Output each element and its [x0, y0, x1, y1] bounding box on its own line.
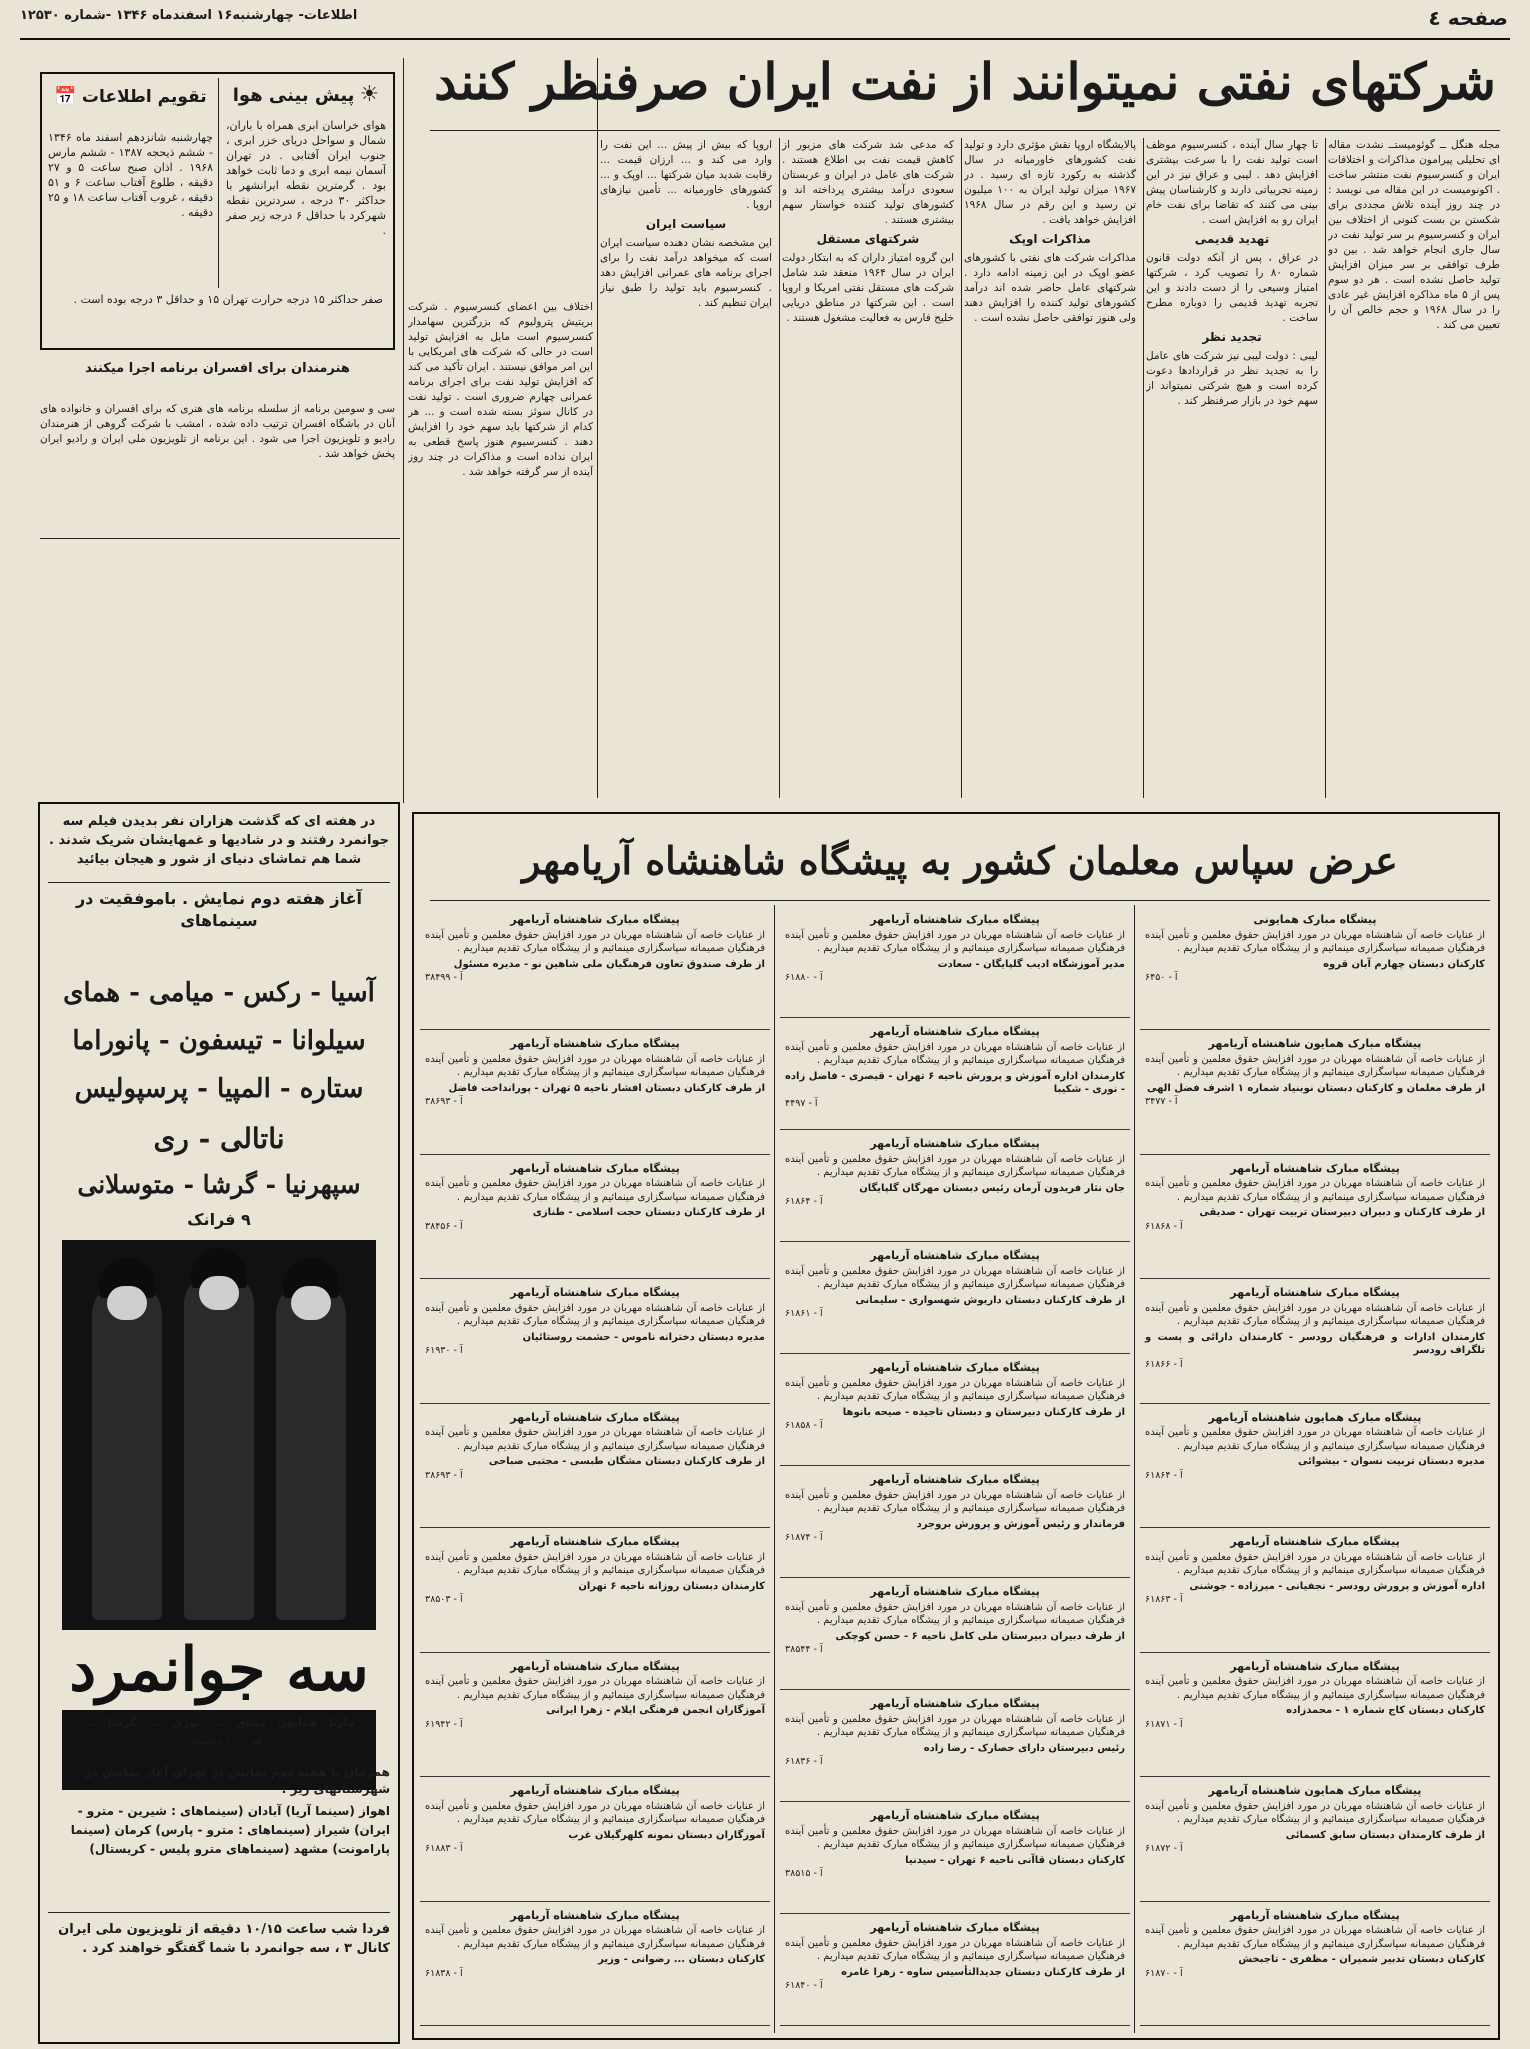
notice-code: آ - ۶۱۹۳۰ — [425, 1345, 463, 1357]
figure-right — [276, 1280, 346, 1620]
notice-body: از عنایات خاصه آن شاهنشاه مهربان در مورد افزایش حقوق معلمین و تأمین آینده فرهنگیان صمیمانه سپاسگزاری مینمائیم و از پیشگاه مبارک تقدیم میداریم . — [425, 1551, 765, 1577]
thanks-title: عرض سپاس معلمان کشور به پیشگاه شاهنشاه آریامهر — [522, 838, 1398, 883]
notice-heading: پیشگاه مبارک شاهنشاه آریامهر — [510, 1659, 680, 1673]
notice-code: آ - ۶۱۸۳۸ — [425, 1967, 463, 1979]
notice-heading: پیشگاه مبارک شاهنشاه آریامهر — [1230, 1535, 1400, 1549]
figure-center — [184, 1270, 254, 1620]
film-title: سه جوانمرد — [62, 1630, 376, 1710]
thanks-notice — [780, 1358, 1130, 1466]
notice-body: از عنایات خاصه آن شاهنشاه مهربان در مورد افزایش حقوق معلمین و تأمین آینده فرهنگیان صمیمانه سپاسگزاری مینمائیم و از پیشگاه مبارک تقدیم میداریم . — [425, 1053, 765, 1079]
thanks-notice — [420, 1159, 770, 1279]
notice-sender: کارکنان دبستان کاج شماره ۱ - محمدزاده — [1286, 1705, 1485, 1717]
calendar-text: چهارشنبه شانزدهم اسفند ماه ۱۳۴۶ - ششم ذیحجه ۱۳۸۷ - ششم مارس ۱۹۶۸ . اذان صبح ساعت ۵ و ۲۷ دقیقه ، طلوع آفتاب ساعت ۶ و ۵۱ دقیقه ، غروب آفتاب ساعت ۱۸ و ۲۵ دقیقه . — [48, 131, 213, 219]
notice-heading: پیشگاه مبارک شاهنشاه آریامهر — [510, 1784, 680, 1798]
article-text: در عراق ، پس از آنکه دولت قانون شماره ۸۰ را تصویب کرد ، شرکتها امتیاز وسیعی را از دست دادند و این تجربه تهدید قدیمی را دوباره مطرح ساخت . — [1146, 252, 1318, 324]
notice-code: آ - ۶۴۵۰ — [1145, 972, 1178, 983]
article-text: که مدعی شد شرکت های مزبور از کاهش قیمت نفت بی اطلاع هستند . شرکت های عامل در ایران و عربستان سعودی درآمد بیشتری پرداخته اند و کشورهای تولید کننده خواستار سهم بیشتری هستند . — [782, 139, 954, 226]
notice-heading: پیشگاه مبارک شاهنشاه آریامهر — [510, 1410, 680, 1424]
subheading: شرکتهای مستقل — [816, 232, 920, 246]
notice-body: از عنایات خاصه آن شاهنشاه مهربان در مورد افزایش حقوق معلمین و تأمین آینده فرهنگیان صمیمانه سپاسگزاری مینمائیم و از پیشگاه مبارک تقدیم میداریم . — [1145, 1551, 1485, 1577]
temperature-text: صفر حداکثر ۱۵ درجه حرارت تهران ۱۵ و حداقل ۳ درجه بوده است . — [73, 293, 383, 306]
notice-body: از عنایات خاصه آن شاهنشاه مهربان در مورد افزایش حقوق معلمین و تأمین آینده فرهنگیان صمیمانه سپاسگزاری مینمائیم و از پیشگاه مبارک تقدیم میداریم . — [785, 1713, 1125, 1738]
thanks-notice — [420, 910, 770, 1030]
article-column-6 — [408, 300, 593, 798]
thanks-column-rule — [1134, 905, 1135, 2033]
thanks-notice — [420, 1657, 770, 1777]
thanks-notice — [1140, 1906, 1490, 2026]
notice-heading: پیشگاه مبارک همایون شاهنشاه آریامهر — [1208, 1037, 1422, 1051]
calendar-title — [48, 86, 213, 107]
notice-heading: پیشگاه مبارک شاهنشاه آریامهر — [870, 1361, 1040, 1374]
ad-cinemas-line-2: سیلوانا - تیسفون - پانوراما — [72, 1026, 366, 1056]
notice-sender: از طرف کارکنان دبستان مشگان طبسی - مجتبی صباحی — [488, 1456, 765, 1468]
weather-text: هوای خراسان ابری همراه با باران، شمال و سواحل دریای خزر ابری ، جنوب ایران آفتابی . در تهران آسمان نیمه ابری و دما ثابت خواهد بود . گرمترین نقطه ایرانشهر با حداکثر ۳۰ درجه ، سردترین نقطه شهرکرد با حداقل ۶ درجه زیر صفر . — [226, 119, 386, 237]
notice-body: از عنایات خاصه آن شاهنشاه مهربان در مورد افزایش حقوق معلمین و تأمین آینده فرهنگیان صمیمانه سپاسگزاری مینمائیم و از پیشگاه مبارک تقدیم میداریم . — [1145, 1925, 1485, 1950]
notice-body: از عنایات خاصه آن شاهنشاه مهربان در مورد افزایش حقوق معلمین و تأمین آینده فرهنگیان صمیمانه سپاسگزاری مینمائیم و از پیشگاه مبارک تقدیم میداریم . — [1145, 1427, 1485, 1452]
article-column-2 — [1146, 138, 1318, 798]
notice-sender: از طرف صندوق تعاون فرهنگیان ملی شاهین نو - مدیره مسئول — [453, 958, 765, 970]
notice-body: از عنایات خاصه آن شاهنشاه مهربان در مورد افزایش حقوق معلمین و تأمین آینده فرهنگیان صمیمانه سپاسگزاری مینمائیم و از پیشگاه مبارک تقدیم میداریم . — [1145, 929, 1485, 954]
subheading: تهدید قدیمی — [1194, 232, 1270, 246]
notice-sender: از طرف کارمندان دبستان سابق کسمائی — [1285, 1829, 1485, 1841]
notice-heading: پیشگاه مبارک شاهنشاه آریامهر — [870, 1137, 1040, 1150]
notice-body: از عنایات خاصه آن شاهنشاه مهربان در مورد افزایش حقوق معلمین و تأمین آینده فرهنگیان صمیمانه سپاسگزاری مینمائیم و از پیشگاه مبارک تقدیم میداریم . — [785, 1937, 1125, 1962]
notice-heading: پیشگاه مبارک شاهنشاه آریامهر — [870, 1473, 1040, 1486]
article-text: اختلاف بین اعضای کنسرسیوم . شرکت بریتیش پترولیوم که بزرگترین سهامدار کنسرسیوم است مایل به افزایش تولید است در حالی که شرکت های امریکایی با این امر موافق نیستند . ایران تأکید می کند که افزایش تولید نفت برای اجرای برنامه عمرانی چهارم ضروری است . تولید نفت در کانال سوئز بسته شده است و ... هر کدام از شرکتها باید سهم خود را افزایش دهند . کنسرسیوم هنوز پاسخ قطعی به ایران نداده است و مذاکرات در چند روز آینده از سر گرفته خواهد شد . — [408, 301, 593, 478]
thanks-notice — [780, 1806, 1130, 1914]
headline-rule — [430, 130, 1500, 131]
notice-body: از عنایات خاصه آن شاهنشاه مهربان در مورد افزایش حقوق معلمین و تأمین آینده فرهنگیان صمیمانه سپاسگزاری مینمائیم و از پیشگاه مبارک تقدیم میداریم . — [425, 929, 765, 954]
notice-code: آ - ۳۸۵۱۵ — [785, 1868, 823, 1879]
notice-body: از عنایات خاصه آن شاهنشاه مهربان در مورد افزایش حقوق معلمین و تأمین آینده فرهنگیان صمیمانه سپاسگزاری مینمائیم و از پیشگاه مبارک تقدیم میداریم . — [425, 1178, 765, 1203]
notice-sender: جان نثار فریدون آرمان رئیس دبستان مهرگان گلپایگان — [859, 1182, 1125, 1194]
film-cast: مارتا . همایون . میثاق . ... . نوری . ... . گرشا . ... — [83, 1716, 355, 1729]
thanks-notice — [780, 1694, 1130, 1802]
thanks-notice — [780, 1134, 1130, 1242]
weather-divider — [218, 78, 219, 288]
ad-cities: اهواز (سینما آریا) آبادان (سینماهای : شیرین - مترو - ایران) شیراز (سینماهای : مترو - پارس) کرمان (سینما پارامونت) مشهد (سینماهای مترو پلیس - کریستال) — [70, 1804, 390, 1856]
ad-cinemas-line-5: سپهرنیا - گرشا - متوسلانی — [77, 1170, 361, 1199]
section-rule — [40, 538, 400, 539]
notice-heading: پیشگاه مبارک شاهنشاه آریامهر — [870, 1809, 1040, 1822]
calendar-icon: 📅 — [54, 86, 77, 107]
notice-code: آ - ۶۱۸۳۶ — [785, 1756, 823, 1767]
notice-heading: پیشگاه مبارک شاهنشاه آریامهر — [870, 1249, 1040, 1262]
figure-center-face — [199, 1276, 239, 1310]
notice-sender: از طرف کارکنان دبستان حجت اسلامی - طنازی — [532, 1207, 765, 1219]
sun-icon: ☀ — [359, 82, 380, 107]
notice-code: آ - ۶۱۸۷۰ — [1145, 1967, 1183, 1979]
notice-heading: پیشگاه مبارک شاهنشاه آریامهر — [870, 1025, 1040, 1038]
notice-heading: پیشگاه مبارک همایون شاهنشاه آریامهر — [1208, 1784, 1422, 1798]
thanks-notice — [1140, 1034, 1490, 1154]
notice-code: آ - ۶۱۸۶۴ — [1145, 1469, 1183, 1481]
thanks-notice — [780, 1246, 1130, 1354]
notice-sender: کارکنان دبستان چهارم آبان قروه — [1323, 958, 1485, 970]
subheading: سیاست ایران — [645, 217, 727, 231]
notice-sender: کارمندان دبستان روزانه ناحیه ۶ تهران — [578, 1580, 765, 1592]
notice-heading: پیشگاه مبارک شاهنشاه آریامهر — [510, 1037, 680, 1051]
article-text: این مشخصه نشان دهنده سیاست ایران است که میخواهد درآمد نفت را برای اجرای برنامه های عمرانی افزایش دهد . کنسرسیوم باید تولید را طبق نیاز ایران تنظیم کند . — [600, 237, 772, 309]
column-rule — [403, 58, 404, 803]
notice-code: آ - ۶۱۸۷۲ — [1145, 1843, 1183, 1855]
thanks-notice — [1140, 1532, 1490, 1652]
notice-body: از عنایات خاصه آن شاهنشاه مهربان در مورد افزایش حقوق معلمین و تأمین آینده فرهنگیان صمیمانه سپاسگزاری مینمائیم و از پیشگاه مبارک تقدیم میداریم . — [785, 1265, 1125, 1290]
notice-code: آ - ۶۱۸۸۰ — [785, 972, 823, 983]
notice-heading: پیشگاه مبارک شاهنشاه آریامهر — [870, 1697, 1040, 1710]
ad-tv: فردا شب ساعت ۱۰/۱۵ دقیقه از تلویزیون ملی ایران کانال ۳ ، سه جوانمرد با شما گفتگو خواهند کرد . — [58, 1922, 390, 1956]
notice-code: آ - ۳۸۶۹۳ — [425, 1469, 463, 1481]
notice-body: از عنایات خاصه آن شاهنشاه مهربان در مورد افزایش حقوق معلمین و تأمین آینده فرهنگیان صمیمانه سپاسگزاری مینمائیم و از پیشگاه مبارک تقدیم میداریم . — [425, 1302, 765, 1328]
article-text: مجله هنگل ــ گوئومیستــ نشدت مقاله ای تحلیلی پیرامون مذاکرات و اختلافات ایران و کنسرسیوم نفت منتشر ساخت . اکونومیست در این مقاله می نویسد : در چند روز آینده تلاش مجددی برای شکستن بن بست کنونی از اختلاف بین ایران و کنسرسیوم بر سر تولید نفت در سال جاری انجام خواهد شد . بین دو طرف توافقی بر سر میزان افزایش تولید حاصل نشده است . هر دو سوم پس از ۵ ماه مذاکره افزایش غیر عادی را در سال ۱۹۶۸ و حجم خالص آن را تعیین می کند . — [1328, 139, 1500, 331]
notice-sender: اداره آموزش و پرورش رودسر - نجفیانی - میرزاده - جوشنی — [1189, 1580, 1485, 1592]
article-text: پالایشگاه اروپا نقش مؤثری دارد و تولید نفت کشورهای خاورمیانه در سال گذشته به رکورد تازه ای رسید . در ۱۹۶۷ میزان تولید ایران به ۱۰۰ میلیون تن رسید و این رقم در سال ۱۹۶۸ افزایش خواهد یافت . — [964, 139, 1136, 226]
notice-heading: پیشگاه مبارک شاهنشاه آریامهر — [1230, 1286, 1400, 1300]
column-rule — [961, 138, 962, 798]
thanks-notice — [1140, 1283, 1490, 1403]
notice-heading: پیشگاه مبارک شاهنشاه آریامهر — [510, 1286, 680, 1300]
article-text: لیبی : دولت لیبی نیز شرکت های عامل را به تجدید نظر در قراردادها دعوت کرده است و هیچ شرکتی نمیتواند از سهم خود در بازار صرفنظر کند . — [1146, 350, 1318, 407]
notice-heading: پیشگاه مبارک شاهنشاه آریامهر — [510, 1161, 680, 1175]
notice-sender: مدیره دبستان تربیت نسوان - بیشوائی — [1298, 1456, 1485, 1468]
notice-body: از عنایات خاصه آن شاهنشاه مهربان در مورد افزایش حقوق معلمین و تأمین آینده فرهنگیان صمیمانه سپاسگزاری مینمائیم و از پیشگاه مبارک تقدیم میداریم . — [785, 1825, 1125, 1850]
thanks-notice — [420, 1532, 770, 1652]
figure-left-face — [107, 1286, 147, 1320]
thanks-column-rule — [774, 905, 775, 2033]
notice-heading: پیشگاه مبارک شاهنشاه آریامهر — [510, 1908, 680, 1922]
ad-film-sub: ۹ فرانک — [187, 1210, 251, 1229]
notice-code: آ - ۳۸۶۹۳ — [425, 1096, 463, 1108]
thanks-notice — [420, 1906, 770, 2026]
notice-body: از عنایات خاصه آن شاهنشاه مهربان در مورد افزایش حقوق معلمین و تأمین آینده فرهنگیان صمیمانه سپاسگزاری مینمائیم و از پیشگاه مبارک تقدیم میداریم . — [1145, 1800, 1485, 1826]
notice-sender: آموزگاران انجمن فرهنگی ایلام - زهرا ایرانی — [546, 1705, 765, 1717]
notice-sender: کارمندان ادارات و فرهنگیان رودسر - کارمندان دارائی و پست و تلگراف رودسر — [1145, 1331, 1485, 1357]
notice-code: آ - ۶۱۸۶۶ — [1145, 1358, 1183, 1370]
notice-heading: پیشگاه مبارک شاهنشاه آریامهر — [1230, 1161, 1400, 1175]
notice-code: آ - ۶۱۸۶۱ — [785, 1308, 823, 1319]
notice-heading: پیشگاه مبارک شاهنشاه آریامهر — [510, 913, 680, 926]
notice-sender: مدیر آموزشگاه ادیب گلپایگان - سعادت — [937, 958, 1125, 970]
notice-code: آ - ۳۴۷۷ — [1145, 1096, 1178, 1108]
column-rule — [597, 58, 598, 798]
notice-sender: کارکنان دبستان ... رضوانی - وزیر — [598, 1954, 765, 1966]
notice-heading: پیشگاه مبارک شاهنشاه آریامهر — [510, 1535, 680, 1549]
notice-sender: از طرف دبیران دبیرستان ملی کامل ناحیه ۶ - حسن کوچکی — [835, 1630, 1125, 1642]
thanks-notice — [1140, 910, 1490, 1030]
article-column-5 — [600, 138, 772, 798]
thanks-notice — [780, 910, 1130, 1018]
notice-code: آ - ۶۱۸۶۴ — [785, 1196, 823, 1207]
notice-heading: پیشگاه مبارک شاهنشاه آریامهر — [1230, 1908, 1400, 1922]
ad-intro: در هفته ای که گذشت هزاران نفر بدیدن فیلم سه جوانمرد رفتند و در شادیها و غمهایشان شریک شدند . شما هم تماشای دنیای از شور و هیجان بیائید — [48, 814, 389, 867]
notice-sender: از طرف کارکنان دبستان داریوش شهسواری - سلیمانی — [855, 1294, 1125, 1306]
subheading: مذاکرات اوپک — [1009, 232, 1091, 246]
notice-body: از عنایات خاصه آن شاهنشاه مهربان در مورد افزایش حقوق معلمین و تأمین آینده فرهنگیان صمیمانه سپاسگزاری مینمائیم و از پیشگاه مبارک تقدیم میداریم . — [425, 1925, 765, 1950]
notice-code: آ - ۳۸۴۹۹ — [425, 972, 463, 983]
notice-sender: فرماندار و رئیس آموزش و پرورش بروجرد — [916, 1518, 1125, 1530]
notice-code: آ - ۳۸۵۴۴ — [785, 1644, 823, 1655]
ad-cinemas-line-1: آسیا - رکس - میامی - همای — [63, 978, 375, 1008]
thanks-notice — [780, 1918, 1130, 2026]
thanks-rule — [430, 900, 1490, 901]
article-column-3 — [964, 138, 1136, 798]
figure-left — [92, 1280, 162, 1620]
article-text: تا چهار سال آینده ، کنسرسیوم موظف است تولید نفت را با سرعت بیشتری افزایش دهد . لیبی و عراق نیز در این زمینه تجربیاتی دارند و کارشناسان پیش بینی می کنند که تقاضا برای نفت خام ایران رو به افزایش است . — [1146, 139, 1318, 226]
weather-title-text: پیش بینی هوا — [232, 85, 355, 106]
calendar-title-text: تقویم اطلاعات — [81, 87, 207, 107]
notice-heading: پیشگاه مبارک شاهنشاه آریامهر — [870, 1921, 1040, 1934]
notice-body: از عنایات خاصه آن شاهنشاه مهربان در مورد افزایش حقوق معلمین و تأمین آینده فرهنگیان صمیمانه سپاسگزاری مینمائیم و از پیشگاه مبارک تقدیم میداریم . — [785, 929, 1125, 954]
subheading: تجدید نظر — [1202, 330, 1262, 344]
thanks-notice — [1140, 1408, 1490, 1528]
page-number: صفحه ٤ — [1428, 6, 1508, 30]
figure-right-face — [291, 1286, 331, 1320]
notice-sender: کارکنان دبستان تدبیر شمیران - مظفری - تاجبخش — [1238, 1954, 1485, 1966]
notice-sender: رئیس دبیرستان دارای حصارک - رضا زاده — [923, 1742, 1125, 1754]
thanks-notice — [780, 1582, 1130, 1690]
ad-cities-title: همزمان با هفته دوم نمایش در تهران آغاز نمایش در شهرستانهای زیر : — [84, 1765, 390, 1796]
notice-body: از عنایات خاصه آن شاهنشاه مهربان در مورد افزایش حقوق معلمین و تأمین آینده فرهنگیان صمیمانه سپاسگزاری مینمائیم و از پیشگاه مبارک تقدیم میداریم . — [1145, 1676, 1485, 1701]
artists-title: هنرمندان برای افسران برنامه اجرا میکنند — [85, 361, 350, 376]
notice-body: از عنایات خاصه آن شاهنشاه مهربان در مورد افزایش حقوق معلمین و تأمین آینده فرهنگیان صمیمانه سپاسگزاری مینمائیم و از پیشگاه مبارک تقدیم میداریم . — [785, 1377, 1125, 1402]
notice-heading: پیشگاه مبارک شاهنشاه آریامهر — [870, 913, 1040, 926]
ad-rule — [48, 882, 390, 883]
notice-sender: از طرف معلمان و کارکنان دبستان نوبنیاد شماره ۱ اشرف فضل الهی — [1146, 1082, 1485, 1094]
notice-body: از عنایات خاصه آن شاهنشاه مهربان در مورد افزایش حقوق معلمین و تأمین آینده فرهنگیان صمیمانه سپاسگزاری مینمائیم و از پیشگاه مبارک تقدیم میداریم . — [425, 1427, 765, 1452]
notice-code: آ - ۳۸۵۰۳ — [425, 1594, 463, 1606]
thanks-notice — [1140, 1781, 1490, 1901]
notice-code: آ - ۶۱۸۸۳ — [425, 1843, 463, 1855]
notice-heading: پیشگاه مبارک همایونی — [1253, 913, 1377, 926]
notice-body: از عنایات خاصه آن شاهنشاه مهربان در مورد افزایش حقوق معلمین و تأمین آینده فرهنگیان صمیمانه سپاسگزاری مینمائیم و از پیشگاه مبارک تقدیم میداریم . — [1145, 1302, 1485, 1328]
artists-text: سی و سومین برنامه از سلسله برنامه های هنری که برای افسران و خانواده های آنان در باشگاه افسران ترتیب داده شده ، امشب با شرکت گروهی از هنرمندان رادیو و تلویزیون اجرا می شود . این برنامه از تلویزیون ملی ایران و رادیو ایران پخش خواهد شد . — [40, 403, 395, 460]
notice-body: از عنایات خاصه آن شاهنشاه مهربان در مورد افزایش حقوق معلمین و تأمین آینده فرهنگیان صمیمانه سپاسگزاری مینمائیم و از پیشگاه مبارک تقدیم میداریم . — [785, 1153, 1125, 1178]
notice-sender: از طرف کارکنان دبیرستان و دبستان تاجیده - صیحه بانوها — [842, 1406, 1125, 1418]
headline: شرکتهای نفتی نمیتوانند از نفت ایران صرفنظر کنند — [434, 52, 1496, 111]
notice-body: از عنایات خاصه آن شاهنشاه مهربان در مورد افزایش حقوق معلمین و تأمین آینده فرهنگیان صمیمانه سپاسگزاری مینمائیم و از پیشگاه مبارک تقدیم میداریم . — [1145, 1178, 1485, 1203]
ad-rule — [48, 1912, 390, 1913]
notice-code: آ - ۳۸۴۵۶ — [425, 1220, 463, 1232]
column-rule — [779, 138, 780, 798]
article-text: مذاکرات شرکت های نفتی با کشورهای عضو اوپک در این زمینه ادامه دارد . شرکتهای عامل حاضر شده اند درآمد کشورهای تولید کننده را افزایش دهند ولی هنوز توافقی حاصل نشده است . — [964, 252, 1136, 324]
notice-heading: پیشگاه مبارک شاهنشاه آریامهر — [1230, 1659, 1400, 1673]
notice-code: آ - ۶۱۸۶۳ — [1145, 1594, 1183, 1606]
notice-body: از عنایات خاصه آن شاهنشاه مهربان در مورد افزایش حقوق معلمین و تأمین آینده فرهنگیان صمیمانه سپاسگزاری مینمائیم و از پیشگاه مبارک تقدیم میداریم . — [785, 1601, 1125, 1626]
header-rule — [20, 38, 1510, 40]
column-rule — [1143, 138, 1144, 798]
notice-body: از عنایات خاصه آن شاهنشاه مهربان در مورد افزایش حقوق معلمین و تأمین آینده فرهنگیان صمیمانه سپاسگزاری مینمائیم و از پیشگاه مبارک تقدیم میداریم . — [425, 1676, 765, 1701]
notice-sender: از طرف کارکنان دبستان جدیدالتأسیس ساوه - زهرا غامره — [841, 1966, 1125, 1978]
thanks-notice — [420, 1781, 770, 1901]
notice-sender: مدیره دبستان دخترانه ناموس - حشمت روستائیان — [522, 1331, 765, 1343]
issue-info: اطلاعات- چهارشنبه۱۶ اسفندماه ۱۳۴۶ -شماره ۱۲۵۳۰ — [20, 8, 358, 23]
thanks-notice — [1140, 1657, 1490, 1777]
ad-cinemas-line-4: ناتالی - ری — [153, 1122, 285, 1155]
notice-sender: کارکنان دبستان قاآنی ناحیه ۶ تهران - سیدنیا — [905, 1854, 1125, 1866]
notice-code: آ - ۶۱۸۷۱ — [1145, 1718, 1183, 1730]
notice-code: آ - ۴۴۹۷ — [785, 1097, 818, 1109]
ad-week: آغاز هفته دوم نمایش . باموفقیت در سینماهای — [75, 889, 363, 930]
notice-body: از عنایات خاصه آن شاهنشاه مهربان در مورد افزایش حقوق معلمین و تأمین آینده فرهنگیان صمیمانه سپاسگزاری مینمائیم و از پیشگاه مبارک تقدیم میداریم . — [425, 1800, 765, 1826]
thanks-notice — [420, 1408, 770, 1528]
notice-body: از عنایات خاصه آن شاهنشاه مهربان در مورد افزایش حقوق معلمین و تأمین آینده فرهنگیان صمیمانه سپاسگزاری مینمائیم و از پیشگاه مبارک تقدیم میداریم . — [785, 1489, 1125, 1514]
thanks-notice — [780, 1470, 1130, 1578]
notice-sender: کارمندان اداره آموزش و پرورش ناحیه ۶ تهران - قیصری - فاضل زاده - نوری - شکیبا — [785, 1070, 1125, 1095]
article-text: این گروه امتیاز داران که به ابتکار دولت ایران در سال ۱۹۶۴ منعقد شد شامل شرکت های مستقل نفتی امریکا و اروپا است . این شرکتها در مناطق دریایی خلیج فارس به فعالیت مشغول هستند . — [782, 252, 954, 324]
notice-code: آ - ۶۱۸۷۴ — [785, 1532, 823, 1543]
notice-code: آ - ۶۱۸۶۸ — [1145, 1220, 1183, 1232]
notice-sender: از طرف کارکنان دبستان افشار ناحیه ۵ تهران - پورانداخت فاضل — [448, 1082, 765, 1094]
thanks-notice — [780, 1022, 1130, 1130]
notice-heading: پیشگاه مبارک شاهنشاه آریامهر — [870, 1585, 1040, 1598]
weather-title — [226, 82, 386, 107]
article-column-1 — [1328, 138, 1500, 798]
film-credits: رهبر: ... | موسیقی: ... — [171, 1736, 267, 1747]
notice-body: از عنایات خاصه آن شاهنشاه مهربان در مورد افزایش حقوق معلمین و تأمین آینده فرهنگیان صمیمانه سپاسگزاری مینمائیم و از پیشگاه مبارک تقدیم میداریم . — [1145, 1053, 1485, 1079]
thanks-notice — [1140, 1159, 1490, 1279]
notice-code: آ - ۶۱۹۴۲ — [425, 1718, 463, 1730]
thanks-notice — [420, 1034, 770, 1154]
notice-code: آ - ۶۱۸۴۰ — [785, 1980, 823, 1991]
notice-sender: از طرف کارکنان و دبیران دبیرستان تربیت تهران - صدیقی — [1199, 1207, 1485, 1219]
thanks-notice — [420, 1283, 770, 1403]
notice-sender: آموزگاران دبستان نمونه کلهرگیلان غرب — [568, 1829, 765, 1841]
column-rule — [1325, 138, 1326, 798]
article-column-4 — [782, 138, 954, 798]
notice-body: از عنایات خاصه آن شاهنشاه مهربان در مورد افزایش حقوق معلمین و تأمین آینده فرهنگیان صمیمانه سپاسگزاری مینمائیم و از پیشگاه مبارک تقدیم میداریم . — [785, 1041, 1125, 1066]
notice-code: آ - ۶۱۸۵۸ — [785, 1420, 823, 1431]
article-text: اروپا که بیش از پیش ... این نفت را وارد می کند و ... ارزان قیمت ... رقابت شدید میان شرکتها ... اوپک و ... کشورهای خاورمیانه ... تأمین نیازهای اروپا . — [600, 139, 772, 211]
notice-heading: پیشگاه مبارک همایون شاهنشاه آریامهر — [1208, 1410, 1422, 1424]
ad-cinemas-line-3: ستاره - المپیا - پرسپولیس — [74, 1074, 364, 1104]
